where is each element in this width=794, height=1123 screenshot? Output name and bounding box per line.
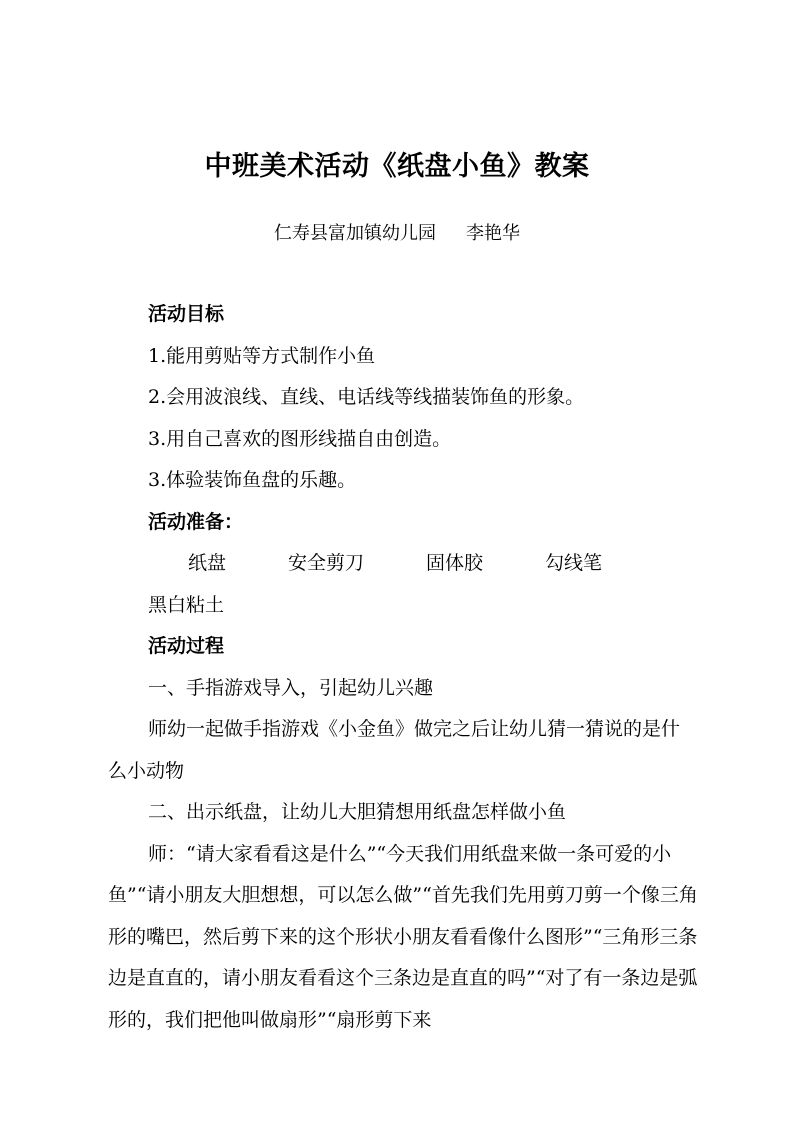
material-item: 黑白粘土 xyxy=(148,593,225,616)
material-item: 安全剪刀 xyxy=(288,552,365,574)
material-item: 纸盘 xyxy=(188,552,227,574)
document-body xyxy=(108,294,698,1041)
goal-item: 3.体验装饰鱼盘的乐趣。 xyxy=(148,469,357,491)
step-paragraph: 师幼一起做手指游戏《小金鱼》做完之后让幼儿猜一猜说的是什么小动物 xyxy=(108,718,681,782)
material-item: 勾线笔 xyxy=(545,552,603,574)
school-name: 仁寿县富加镇幼儿园 xyxy=(274,223,436,244)
step-title: 二、出示纸盘，让幼儿大胆猜想用纸盘怎样做小鱼 xyxy=(148,801,567,823)
step-paragraph: 师：“请大家看看这是什么”“今天我们用纸盘来做一条可爱的小鱼”“请小朋友大胆想想，可以怎么做”“首先我们先用剪刀剪一个像三角形的嘴巴，然后剪下来的这个形状小朋友看看像什么图形”“三角形三条边是直直的，请小朋友看看这个三条边是直直的吗”“对了有一条边是弧形的，我们把他叫做扇形”“扇形剪下来 xyxy=(108,842,698,1031)
document-title: 中班美术活动《纸盘小鱼》教案 xyxy=(204,151,590,182)
process-heading: 活动过程 xyxy=(148,635,225,657)
author-name: 李艳华 xyxy=(466,223,520,244)
material-item: 固体胶 xyxy=(426,552,484,574)
goals-heading: 活动目标 xyxy=(148,303,225,325)
step-title: 一、手指游戏导入，引起幼儿兴趣 xyxy=(148,676,434,699)
byline xyxy=(0,220,794,248)
materials-list xyxy=(108,543,698,626)
prep-heading: 活动准备： xyxy=(148,510,244,533)
goal-item: 2.会用波浪线、直线、电话线等线描装饰鱼的形象。 xyxy=(148,386,585,408)
goal-item: 1.能用剪贴等方式制作小鱼 xyxy=(148,344,376,367)
goal-item: 3.用自己喜欢的图形线描自由创造。 xyxy=(148,427,452,450)
